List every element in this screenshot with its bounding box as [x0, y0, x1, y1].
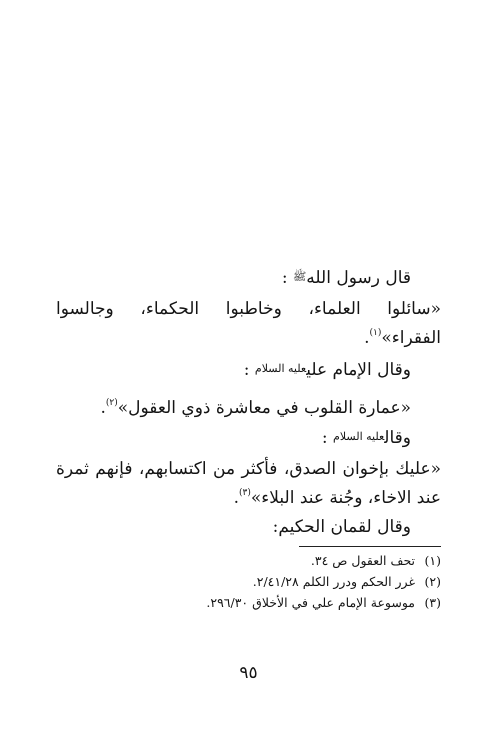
quote-text: عند الاخاء، وجُنة عند البلاء» [250, 488, 441, 508]
footnote-number: (٢) [424, 574, 441, 589]
footnote-text: تحف العقول ص ٣٤. [310, 553, 415, 568]
honorific-mark: ﷺ [293, 270, 307, 283]
footnote-text: موسوعة الإمام علي في الأخلاق ٢٩٦/٣٠. [206, 595, 415, 610]
page-number: ٩٥ [239, 663, 258, 683]
footnote-divider [299, 546, 441, 547]
footnote-ref: (٢) [105, 398, 118, 408]
footnote-number: (١) [424, 553, 441, 568]
footnote-text: غرر الحكم ودرر الكلم ٢/٤١/٢٨. [252, 574, 415, 589]
colon: : [321, 428, 334, 448]
colon: : [243, 360, 255, 380]
full-stop: . [100, 398, 106, 418]
footnote-3 [56, 594, 441, 612]
hadith-attribution-imam-ali [56, 358, 411, 381]
quote-line-2 [56, 482, 441, 509]
footnote-ref: (١) [369, 328, 382, 338]
footnote-1 [56, 552, 441, 570]
colon: : [281, 268, 293, 288]
honorific-mark: عليه السلام [333, 430, 385, 443]
hadith-attribution [56, 426, 411, 449]
quote-line-2 [56, 322, 441, 349]
honorific-mark: عليه السلام [254, 362, 307, 375]
footnote-ref: (٣) [238, 488, 251, 498]
quote-line-1: «سائلوا العلماء، وخاطبوا الحكماء، وجالسوا [56, 299, 441, 319]
attribution-text: وقال الإمام علي [306, 360, 411, 380]
quote-text: «عمارة القلوب في معاشرة ذوي العقول» [117, 398, 411, 418]
hadith-attribution-luqman: وقال لقمان الحكيم: [272, 517, 411, 537]
attribution-text: قال رسول الله [306, 268, 411, 288]
quote-line [56, 392, 411, 419]
full-stop: . [233, 488, 239, 508]
full-stop: . [364, 328, 370, 348]
quote-line-1: «عليك بإخوان الصدق، فأكثر من اكتسابهم، فإنهم ثمرة [56, 459, 441, 479]
footnote-number: (٣) [424, 595, 441, 610]
quote-text: الفقراء» [381, 328, 441, 348]
hadith-attribution-prophet [56, 266, 411, 289]
attribution-text: وقال [384, 428, 411, 448]
footnote-2 [56, 573, 441, 591]
